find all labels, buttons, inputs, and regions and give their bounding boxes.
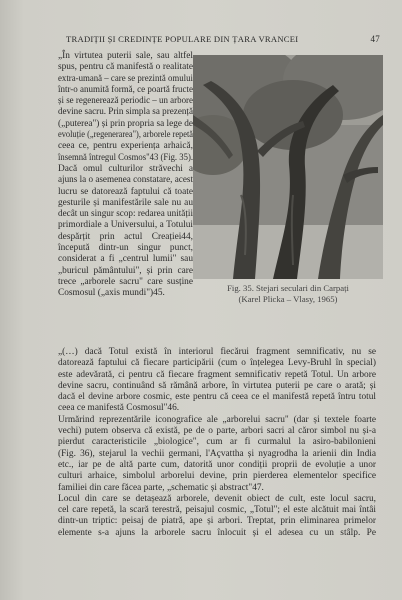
text-line: elemente s-a ajuns la arborele sacru înlocuit și el adesea cu un stâlp. Pe — [58, 527, 376, 538]
text-line: Locul din care se detașează arborele, devenit obiect de cult, este locul sacru, — [58, 493, 376, 504]
text-line: cel care repetă, la scară terestră, peisajul cosmic, „Totul"; el este alcătuit mai întâi — [58, 505, 376, 516]
text-line: etc., iar pe de altă parte cum, datorită unor condiții proprii de evoluție a unor — [58, 459, 376, 470]
text-line: „buricul pământului", și prin care — [58, 265, 193, 276]
figure-oak-trees — [193, 55, 383, 279]
text-line: începută dintr-un singur punct, — [58, 243, 193, 254]
running-header — [40, 34, 380, 46]
page-number: 47 — [370, 34, 380, 44]
text-line: trece „arborele sacru" care susține — [58, 276, 193, 287]
text-line: („puterea") și prin propria sa lege de — [58, 118, 193, 129]
photo-illustration — [193, 55, 383, 279]
caption-line: Fig. 35. Stejari seculari din Carpați — [227, 283, 349, 293]
text-line: dintr-un triptic: peisaj de piatră, ape și arbori. Treptat, prin eliminarea primelor — [58, 516, 376, 527]
photo-oak-trees — [193, 55, 383, 279]
text-line: „(…) dacă Totul există în interiorul fiecărui fragment semnificativ, nu se — [58, 347, 376, 357]
text-line: spus, pentru că manifestă o realitate — [58, 62, 193, 73]
left-column-text — [58, 51, 193, 300]
text-line: „În virtutea puterii sale, sau altfel — [58, 51, 193, 61]
text-line: extra-umană – care se prezintă omului — [58, 73, 193, 84]
text-line: vechi) putem observa că există, pe de o parte, arbori sacri al căror simbol nu și-a — [58, 426, 376, 437]
text-line: Cosmosul („axis mundi")45. — [58, 288, 165, 299]
text-line: primordiale a Universului, a Totului — [58, 220, 193, 231]
text-line: (Fig. 36), stejarul la vechii germani, l'Açvattha și nyagrodha la arienii din India — [58, 448, 376, 459]
full-width-text — [58, 347, 376, 539]
text-line: este adevărată, ci pentru că fiecare fragment semnificativ repetă Totul. Un arbore — [58, 369, 376, 380]
text-line: ceea ce, pentru experiența arhaică, — [58, 141, 193, 152]
text-line: dacă el devine arbore cosmic, este pentru că ceea ce el manifestă repetă întru totul — [58, 392, 376, 403]
text-line: ceea ce manifestă Cosmosul"46. — [58, 403, 180, 414]
text-line: Urmărind reprezentările iconografice ale „arborelui sacru" (dar și textele foarte — [58, 414, 376, 425]
caption-line: (Karel Plicka – Vlasy, 1965) — [238, 294, 338, 304]
text-line: și se regenerează periodic – un arbore — [58, 96, 193, 107]
header-title: TRADIȚII ȘI CREDINȚE POPULARE DIN ȚARA VRANCEI — [66, 34, 299, 44]
text-line: culturi arhaice, simbolul arborelui devine, prin pierderea elementelor specifice — [58, 471, 376, 482]
text-line: ajuns la o asemenea constatare, acest — [58, 175, 193, 186]
text-line: pierdut caracteristicile „biologice", cum ar fi curmalul la asiro-babilonieni — [58, 437, 376, 448]
figure-caption — [193, 283, 383, 305]
text-line: considerat a fi „centrul lumii" sau — [58, 254, 193, 265]
text-line: despărțit prin actul Creației44, — [58, 231, 193, 242]
text-line: decât un singur scop: redarea unității — [58, 209, 193, 220]
text-line: datorează faptului că fiecare participării (cum o înțelegea Levy-Bruhl în special) — [58, 358, 376, 369]
text-line: devine sacru. Prin simpla sa prezență — [58, 107, 193, 118]
text-line: devine sacru, continuând să rămână arbore, în virtutea puterii pe care o arată; și — [58, 380, 376, 391]
text-line: gesturile și manifestările sale nu au — [58, 197, 193, 208]
text-line: evoluție („regenerarea"), arborele repetă — [58, 130, 193, 141]
text-line: într-o anumită formă, ce poartă fructe — [58, 84, 193, 95]
text-line: lucru se datorează faptului că toate — [58, 186, 193, 197]
text-line: însemnă întregul Cosmos"43 (Fig. 35). — [58, 152, 193, 163]
text-line: Dacă omul culturilor străvechi a — [58, 163, 193, 174]
text-line: familiei din care făcea parte, „schematic și abstract"47. — [58, 482, 264, 493]
